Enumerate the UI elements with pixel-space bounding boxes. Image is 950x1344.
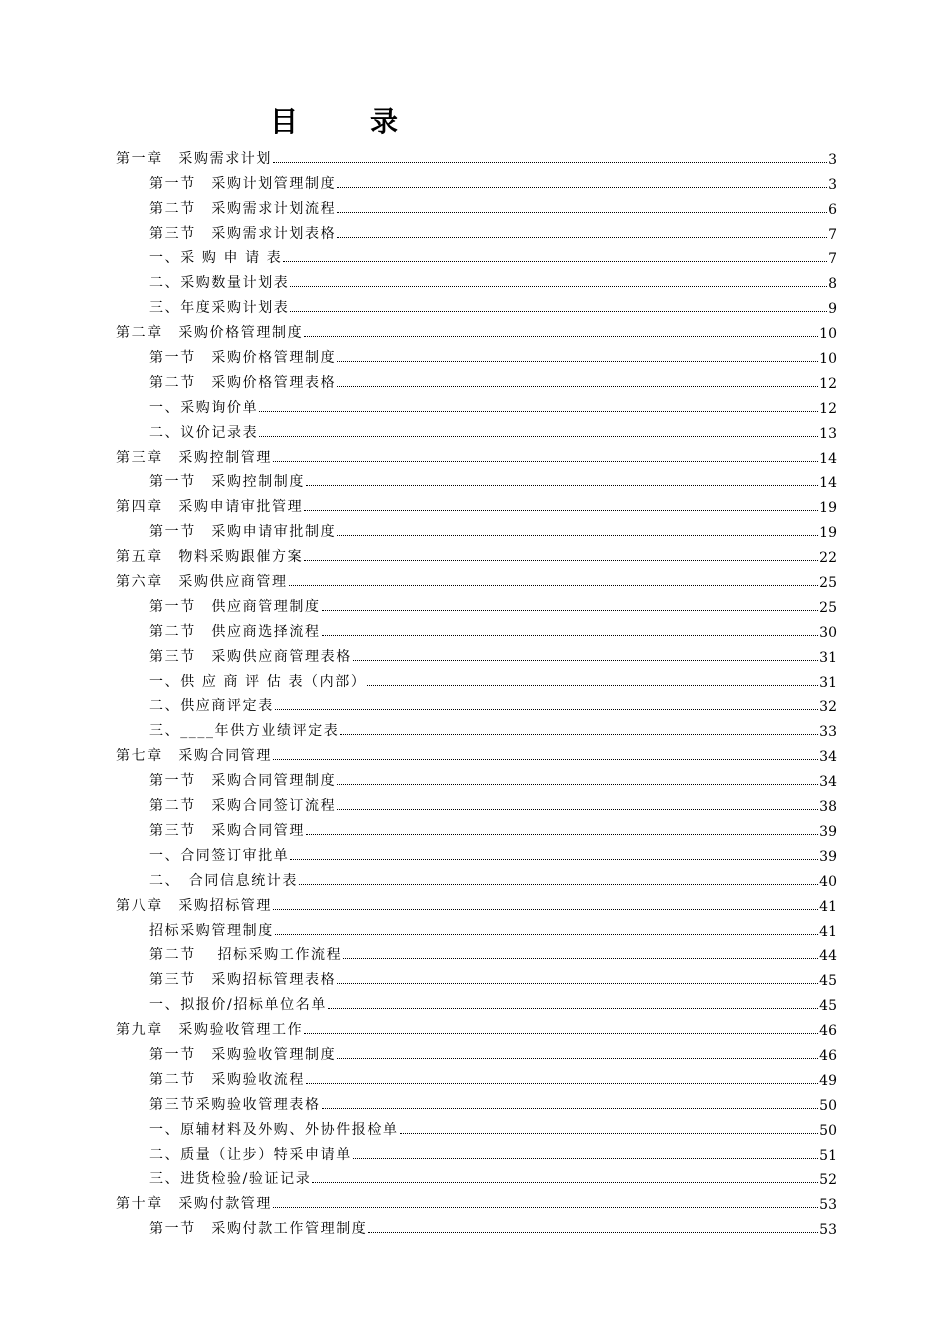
toc-page-number: 50 [819,1097,837,1114]
toc-page-number: 39 [819,823,837,840]
toc-chapter-entry[interactable] [116,566,837,591]
toc-chapter-entry[interactable] [116,890,837,915]
toc-entry-text: 第一章 采购需求计划 [116,150,272,167]
toc-page-number: 8 [828,276,837,293]
toc-section-entry[interactable] [116,1114,837,1139]
dot-leader [290,859,818,860]
toc-chapter-entry[interactable] [116,442,837,467]
dot-leader [322,610,819,611]
dot-leader [337,983,818,984]
toc-section-entry[interactable] [116,193,837,218]
toc-page-number: 40 [819,873,837,890]
toc-chapter-entry[interactable] [116,541,837,566]
toc-section-entry[interactable] [116,168,837,193]
dot-leader [353,1158,818,1159]
toc-entry-text: 第三节 采购招标管理表格 [149,972,337,989]
dot-leader [273,759,818,760]
dot-leader [304,510,818,511]
dot-leader [273,1207,818,1208]
toc-entry-text: 三、进货检验/验证记录 [149,1171,312,1188]
toc-page-number: 14 [819,450,837,467]
dot-leader [337,187,827,188]
dot-leader [368,1232,818,1233]
dot-leader [290,311,827,312]
toc-page-number: 25 [819,599,837,616]
toc-section-entry[interactable] [116,790,837,815]
toc-section-entry[interactable] [116,865,837,890]
dot-leader [273,461,818,462]
toc-page-number: 10 [819,326,837,343]
dot-leader [337,212,827,213]
toc-entry-text: 第一节 采购价格管理制度 [149,350,337,367]
toc-page-number: 41 [819,923,837,940]
toc-entry-text: 第三节 采购合同管理 [149,822,305,839]
toc-entry-text: 第一节 采购计划管理制度 [149,175,337,192]
toc-page-number: 14 [819,475,837,492]
toc-page-number: 6 [828,201,837,218]
toc-page-number: 7 [828,226,837,243]
toc-entry-text: 第九章 采购验收管理工作 [116,1022,304,1039]
toc-entry-text: 二、质量（让步）特采申请单 [149,1146,352,1163]
dot-leader [328,1008,818,1009]
toc-section-entry[interactable] [116,815,837,840]
toc-page-number: 44 [819,948,837,965]
toc-section-entry[interactable] [116,417,837,442]
toc-section-entry[interactable] [116,940,837,965]
toc-entry-text: 一、合同签订审批单 [149,847,290,864]
toc-entry-text: 第六章 采购供应商管理 [116,574,288,591]
toc-entry-text: 二、供应商评定表 [149,698,274,715]
toc-section-entry[interactable] [116,1213,837,1238]
toc-page-number: 12 [819,400,837,417]
dot-leader [306,1083,818,1084]
toc-entry-text: 第二节 采购验收流程 [149,1071,305,1088]
toc-entry-text: 招标采购管理制度 [149,922,274,939]
toc-page-number: 19 [819,500,837,517]
toc-page-number: 49 [819,1072,837,1089]
dot-leader [283,261,827,262]
toc-list [116,143,837,1238]
toc-page-number: 46 [819,1047,837,1064]
dot-leader [367,685,818,686]
toc-page-number: 3 [828,176,837,193]
dot-leader [306,485,818,486]
dot-leader [304,560,818,561]
toc-section-entry[interactable] [116,591,837,616]
toc-entry-text: 第一节 采购验收管理制度 [149,1046,337,1063]
dot-leader [299,884,818,885]
dot-leader [275,709,818,710]
toc-page-number: 50 [819,1122,837,1139]
toc-entry-text: 第一节 采购付款工作管理制度 [149,1221,368,1238]
toc-title: 目 录 [269,105,420,138]
toc-entry-text: 三、年度采购计划表 [149,300,290,317]
toc-entry-text: 第三节 采购需求计划表格 [149,225,337,242]
toc-chapter-entry[interactable] [116,740,837,765]
toc-section-entry[interactable] [116,666,837,691]
dot-leader [259,436,818,437]
dot-leader [337,361,818,362]
toc-entry-text: 第十章 采购付款管理 [116,1196,272,1213]
dot-leader [289,585,819,586]
dot-leader [306,834,818,835]
toc-page-number: 22 [819,550,837,567]
toc-entry-text: 第八章 采购招标管理 [116,897,272,914]
dot-leader [273,162,827,163]
toc-section-entry[interactable] [116,1039,837,1064]
toc-page-number: 30 [819,624,837,641]
toc-entry-text: 第一节 采购控制制度 [149,474,305,491]
toc-page-number: 39 [819,848,837,865]
toc-page-number: 53 [819,1197,837,1214]
toc-page-number: 33 [819,724,837,741]
toc-page-number: 32 [819,699,837,716]
toc-entry-text: 三、____年供方业绩评定表 [149,723,340,740]
toc-section-entry[interactable] [116,1139,837,1164]
dot-leader [337,784,818,785]
toc-entry-text: 第一节 采购申请审批制度 [149,524,337,541]
toc-section-entry[interactable] [116,715,837,740]
toc-entry-text: 第三节 采购供应商管理表格 [149,648,352,665]
toc-page-number: 25 [819,575,837,592]
toc-entry-text: 第二节 采购需求计划流程 [149,200,337,217]
toc-page-number: 10 [819,351,837,368]
dot-leader [290,286,827,287]
toc-chapter-entry[interactable] [116,491,837,516]
dot-leader [322,635,819,636]
toc-page-number: 31 [819,674,837,691]
dot-leader [337,237,827,238]
toc-entry-text: 二、 合同信息统计表 [149,872,298,889]
toc-entry-text: 第五章 物料采购跟催方案 [116,549,304,566]
toc-section-entry[interactable] [116,989,837,1014]
toc-page-number: 34 [819,749,837,766]
toc-section-entry[interactable] [116,641,837,666]
toc-entry-text: 一、采购询价单 [149,399,259,416]
toc-section-entry[interactable] [116,243,837,268]
toc-page-number: 46 [819,1023,837,1040]
toc-entry-text: 一、拟报价/招标单位名单 [149,997,327,1014]
toc-section-entry[interactable] [116,915,837,940]
toc-section-entry[interactable] [116,1164,837,1189]
toc-entry-text: 第二节 供应商选择流程 [149,623,321,640]
toc-entry-text: 第三节采购验收管理表格 [149,1096,321,1113]
toc-section-entry[interactable] [116,218,837,243]
toc-page-number: 31 [819,649,837,666]
dot-leader [337,535,818,536]
toc-section-entry[interactable] [116,964,837,989]
toc-entry-text: 一、原辅材料及外购、外协件报检单 [149,1121,399,1138]
toc-entry-text: 一、供 应 商 评 估 表（内部） [149,673,367,690]
toc-entry-text: 第二节 采购价格管理表格 [149,374,337,391]
toc-page-number: 52 [819,1172,837,1189]
toc-section-entry[interactable] [116,342,837,367]
toc-section-entry[interactable] [116,1089,837,1114]
toc-entry-text: 第一节 采购合同管理制度 [149,773,337,790]
dot-leader [400,1133,819,1134]
toc-page-number: 38 [819,799,837,816]
dot-leader [337,386,818,387]
toc-section-entry[interactable] [116,616,837,641]
toc-page-number: 45 [819,973,837,990]
toc-entry-text: 第三章 采购控制管理 [116,449,272,466]
toc-page-number: 13 [819,425,837,442]
dot-leader [304,1033,818,1034]
toc-section-entry[interactable] [116,367,837,392]
toc-section-entry[interactable] [116,292,837,317]
dot-leader [337,809,818,810]
toc-entry-text: 第二节 采购合同签订流程 [149,798,337,815]
dot-leader [312,1182,818,1183]
toc-section-entry[interactable] [116,840,837,865]
toc-entry-text: 第二章 采购价格管理制度 [116,325,304,342]
dot-leader [337,1058,818,1059]
toc-entry-text: 二、议价记录表 [149,424,259,441]
toc-page-number: 41 [819,898,837,915]
dot-leader [340,734,818,735]
dot-leader [322,1108,819,1109]
dot-leader [304,336,818,337]
dot-leader [259,411,818,412]
toc-page-number: 3 [828,151,837,168]
toc-page-number: 9 [828,301,837,318]
toc-page-number: 45 [819,998,837,1015]
toc-section-entry[interactable] [116,1064,837,1089]
toc-entry-text: 一、采 购 申 请 表 [149,250,283,267]
toc-entry-text: 第一节 供应商管理制度 [149,598,321,615]
toc-entry-text: 第四章 采购申请审批管理 [116,499,304,516]
toc-chapter-entry[interactable] [116,1014,837,1039]
toc-section-entry[interactable] [116,467,837,492]
toc-page-number: 34 [819,774,837,791]
dot-leader [353,660,818,661]
toc-entry-text: 第七章 采购合同管理 [116,748,272,765]
toc-section-entry[interactable] [116,765,837,790]
toc-entry-text: 第二节 招标采购工作流程 [149,947,343,964]
toc-page-number: 19 [819,525,837,542]
toc-chapter-entry[interactable] [116,143,837,168]
toc-chapter-entry[interactable] [116,1188,837,1213]
toc-section-entry[interactable] [116,516,837,541]
toc-page-number: 51 [819,1147,837,1164]
toc-page-number: 53 [819,1222,837,1239]
toc-entry-text: 二、采购数量计划表 [149,275,290,292]
toc-section-entry[interactable] [116,267,837,292]
toc-section-entry[interactable] [116,392,837,417]
dot-leader [343,958,818,959]
toc-page-number: 12 [819,375,837,392]
toc-section-entry[interactable] [116,691,837,716]
dot-leader [273,909,818,910]
dot-leader [275,934,818,935]
toc-page-number: 7 [828,251,837,268]
toc-chapter-entry[interactable] [116,317,837,342]
